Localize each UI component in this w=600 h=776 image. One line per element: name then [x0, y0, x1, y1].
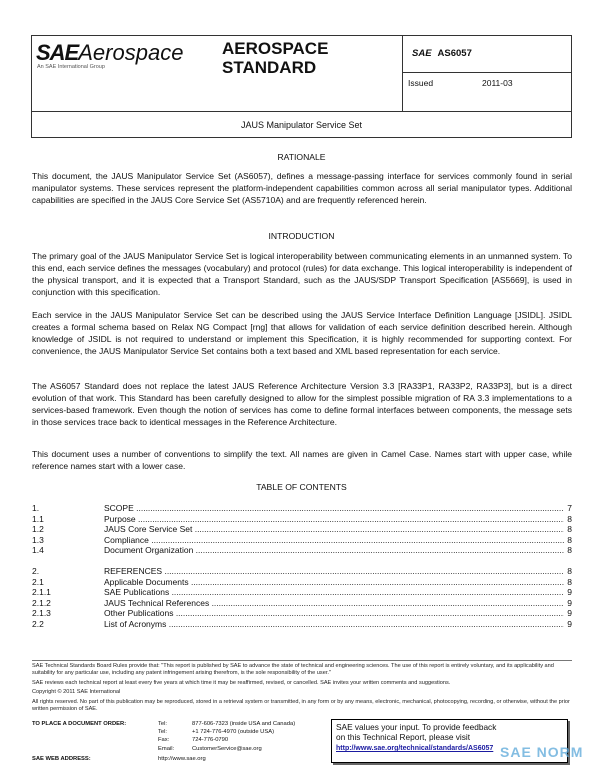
toc-title: JAUS Technical References .....	[104, 598, 564, 609]
contact-label: Tel:	[158, 721, 168, 727]
toc-page: 8	[567, 545, 572, 556]
issued-label: Issued	[408, 78, 434, 88]
toc-title: SAE Publications .....	[104, 587, 564, 598]
toc-entry[interactable]	[32, 503, 572, 514]
toc-number: 2.2	[32, 618, 44, 629]
divider	[402, 36, 403, 111]
toc-number: 2.1.1	[32, 587, 51, 598]
toc-entry[interactable]	[32, 619, 572, 630]
contact-row	[158, 720, 295, 728]
toc-number: 1.4	[32, 545, 44, 556]
document-title: JAUS Manipulator Service Set	[240, 120, 363, 130]
toc-title: Applicable Documents .....	[104, 577, 564, 588]
toc-page: 8	[567, 513, 572, 524]
header-box	[31, 35, 572, 138]
intro-paragraph: The AS6057 Standard does not replace the latest JAUS Reference Architecture Version 3.3 [RA33P1, RA33P2, RA33P3], but is a direct evolution of that work. This Standard has been carefully designed to allow for the simplest possible migration of RA 3.3 implementations to a services-based framework. Even though the notion of services has come to define formal interfaces between components, the message sets in those services trace back to identical messages in the Reference Architecture.	[32, 381, 572, 427]
toc-entry[interactable]	[32, 608, 572, 619]
table-of-contents	[32, 503, 572, 630]
toc-page: 9	[567, 608, 572, 619]
toc-heading: TABLE OF CONTENTS	[256, 482, 347, 492]
toc-page: 9	[567, 587, 572, 598]
toc-page: 9	[567, 597, 572, 608]
toc-number: 1.1	[32, 513, 44, 524]
introduction-heading: INTRODUCTION	[268, 231, 335, 241]
toc-title: Purpose .....	[104, 514, 564, 525]
contact-value: 724-776-0790	[192, 737, 229, 744]
contact-row	[158, 728, 295, 736]
web-label: SAE WEB ADDRESS:	[32, 756, 91, 762]
toc-number: 2.1	[32, 576, 44, 587]
document-number: SAE AS6057	[412, 48, 472, 59]
rationale-paragraph: This document, the JAUS Manipulator Service Set (AS6057), defines a message-passing interface for services commonly found in serial manipulator systems. These services represent the platform-independent capabilities common across all serial manipulator types. Additional capabilities are specified in the JAUS Core Service Set (AS5710A) and are frequently referenced herein.	[32, 171, 572, 205]
divider	[32, 111, 571, 112]
toc-page: 8	[567, 565, 572, 576]
toc-page: 8	[567, 524, 572, 535]
toc-title: List of Acronyms .....	[104, 619, 564, 630]
feedback-text: on this Technical Report, please visit	[336, 732, 471, 742]
contact-value: CustomerService@sae.org	[192, 745, 262, 752]
toc-entry[interactable]	[32, 566, 572, 577]
toc-number: 2.	[32, 565, 40, 576]
order-label: TO PLACE A DOCUMENT ORDER:	[32, 721, 127, 727]
sae-aerospace-logo	[36, 40, 183, 66]
intro-paragraph: The primary goal of the JAUS Manipulator Service Set is logical interoperability between communicating elements in an unmanned system. To this end, each service defines the messages (vocabulary) and protocol (rules) for data exchange. This logical interoperability is independent of the physical transport, and it is expected that a Transport Standard, such as the JAUS/SDP Transport Specification [AS5669], is used in conjunction with this specification.	[32, 251, 572, 297]
rationale-heading: RATIONALE	[277, 152, 326, 162]
board-rules-text: SAE Technical Standards Board Rules provide that: "This report is published by SAE to advance the state of technical and engineering sciences. The use of this report is entirely voluntary, and its applicability and suitability for any particular use, including any patent infringement arising therefrom, is the sole responsibility of the user."	[32, 663, 554, 677]
toc-page: 7	[567, 503, 572, 513]
logo-text: Aerospace	[78, 40, 184, 65]
toc-number: 1.	[32, 503, 40, 513]
toc-entry[interactable]	[32, 598, 572, 609]
intro-paragraph: Each service in the JAUS Manipulator Service Set can be described using the JAUS Service Interface Definition Language [JSIDL]. JSIDL creates a formal schema based on Relax NG Compact [rng] that allows for validation of each service definition described herein. Although knowledge of JSIDL is not required to understand or implement this Specification, it is highly recommended for supporting context. For convenience, the JAUS Manipulator Service Set contains both a text based and XML based representation for each service.	[32, 310, 572, 356]
toc-gap	[32, 556, 572, 566]
toc-number: 1.3	[32, 534, 44, 545]
contact-row	[158, 745, 295, 753]
contact-value: 877-606-7323 (inside USA and Canada)	[192, 721, 296, 727]
toc-title: JAUS Core Service Set .....	[104, 524, 564, 535]
toc-page: 8	[567, 576, 572, 587]
toc-number: 2.1.3	[32, 608, 51, 619]
toc-entry[interactable]	[32, 577, 572, 588]
contact-label: Email:	[158, 745, 175, 752]
watermark-logo: SAE NORM	[500, 744, 584, 760]
footer-rule	[32, 660, 572, 661]
issued-date: 2011-03	[482, 78, 513, 88]
toc-entry[interactable]	[32, 535, 572, 546]
toc-entry[interactable]	[32, 545, 572, 556]
rights-text: All rights reserved. No part of this publication may be reproduced, stored in a retrieval system or transmitted, in any form or by any means, electronic, mechanical, photocopying, recording, or otherwise, without the prior written permission of SAE.	[32, 698, 570, 713]
contact-label: Tel:	[158, 729, 168, 736]
toc-entry[interactable]	[32, 514, 572, 525]
footer-notes	[32, 663, 572, 713]
contact-list	[158, 720, 295, 753]
intro-paragraph: This document uses a number of conventions to simplify the text. All names are given in Camel Case. Names start with upper case, while reference names start with a lower case.	[32, 449, 572, 471]
toc-title: Other Publications .....	[104, 608, 564, 619]
contact-row	[158, 736, 295, 744]
feedback-text: SAE values your input. To provide feedback	[336, 722, 497, 732]
logo-mark: SAE	[36, 40, 79, 65]
toc-title: SCOPE .....	[104, 503, 564, 514]
toc-entry[interactable]	[32, 587, 572, 598]
web-address-link[interactable]: http://www.sae.org	[158, 756, 206, 762]
toc-number: 1.2	[32, 524, 44, 535]
divider	[402, 72, 572, 73]
toc-title: REFERENCES .....	[104, 566, 564, 577]
contact-value: +1 724-776-4970 (outside USA)	[192, 729, 275, 736]
toc-title: Compliance .....	[104, 535, 564, 546]
toc-title: Document Organization .....	[104, 545, 564, 556]
document-type: AEROSPACE STANDARD	[222, 39, 329, 77]
review-text: SAE reviews each technical report at least every five years at which time it may be reaffirmed, revised, or cancelled. SAE invites your written comments and suggestions.	[32, 679, 451, 686]
copyright-text: Copyright © 2011 SAE International	[32, 689, 121, 696]
contact-label: Fax:	[158, 737, 170, 744]
logo-subtitle: An SAE International Group	[37, 64, 105, 70]
toc-number: 2.1.2	[32, 597, 51, 608]
toc-page: 9	[567, 618, 572, 629]
toc-page: 8	[567, 534, 572, 545]
toc-entry[interactable]	[32, 524, 572, 535]
feedback-link[interactable]: http://www.sae.org/technical/standards/AS6057	[336, 745, 494, 752]
